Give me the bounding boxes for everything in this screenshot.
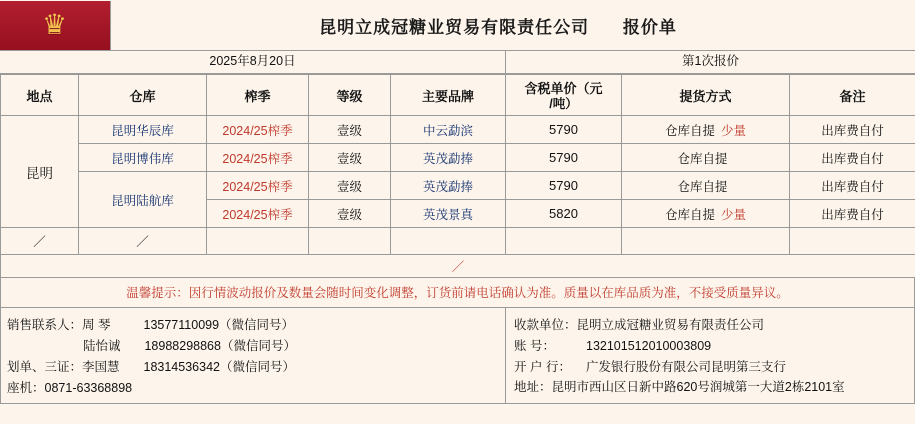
col-header-warehouse: 仓库	[79, 75, 207, 116]
sales-contact-block	[1, 308, 506, 403]
quote-date: 2025年8月20日	[0, 51, 506, 73]
sales-contact-phone: 18988298868（微信同号）	[144, 339, 296, 353]
cell-price: 5790	[506, 172, 622, 200]
payee-bank-line	[514, 357, 914, 378]
col-header-season: 榨季	[207, 75, 309, 116]
cell-grade: 壹级	[309, 172, 391, 200]
cell-pickup-note: 少量	[721, 207, 747, 222]
cell-pickup	[622, 200, 790, 228]
sales-contact-name: 周 琴	[82, 318, 111, 332]
cell-remark: 出库费自付	[790, 200, 915, 228]
col-header-location: 地点	[1, 75, 79, 116]
col-header-grade: 等级	[309, 75, 391, 116]
table-row-empty	[1, 228, 915, 255]
document-header	[0, 0, 915, 51]
col-header-price-unit: /吨）	[549, 97, 578, 111]
document-footer	[0, 308, 915, 404]
planning-contact-phone: 18314536342（微信同号）	[143, 360, 295, 374]
sales-contact-name: 陆怡诚	[83, 339, 121, 353]
col-header-brand: 主要品牌	[391, 75, 506, 116]
payee-address-label: 地址：	[514, 380, 552, 394]
payee-block	[506, 308, 914, 403]
cell-pickup-text: 仓库自提	[677, 179, 728, 194]
cell-brand: 英茂勐捧	[391, 172, 506, 200]
planning-label: 划单、三证：	[7, 360, 83, 374]
payee-account-label: 账 号：	[514, 339, 555, 353]
cell-pickup-text: 仓库自提	[664, 207, 715, 222]
col-header-pickup: 提货方式	[622, 75, 790, 116]
planning-contact-line	[7, 357, 505, 378]
document-type: 报价单	[622, 17, 677, 37]
cell-location-empty: ／	[1, 228, 79, 255]
payee-company-line	[514, 315, 914, 336]
cell-pickup-note: 少量	[721, 123, 747, 138]
table-row	[1, 172, 915, 200]
cell-season: 2024/25榨季	[207, 116, 309, 144]
cell-season: 2024/25榨季	[207, 200, 309, 228]
cell-remark: 出库费自付	[790, 172, 915, 200]
table-header-row	[1, 75, 915, 116]
cell-price: 5790	[506, 116, 622, 144]
col-header-price	[506, 75, 622, 116]
cell-season: 2024/25榨季	[207, 172, 309, 200]
cell-brand: 英茂勐捧	[391, 144, 506, 172]
page-title	[111, 13, 915, 38]
landline-line	[7, 378, 505, 399]
warm-notice: 温馨提示：因行情波动报价及数量会随时间变化调整，订货前请电话确认为准。质量以在库品质为准，不接受质量异议。	[0, 278, 915, 308]
payee-company-label: 收款单位：	[514, 318, 577, 332]
company-logo	[0, 1, 111, 50]
company-name: 昆明立成冠糖业贸易有限责任公司	[319, 17, 590, 37]
landline-number: 0871-63368898	[44, 381, 133, 395]
cell-grade-empty	[309, 228, 391, 255]
cell-remark: 出库费自付	[790, 116, 915, 144]
landline-label: 座机：	[7, 381, 45, 395]
cell-pickup	[622, 172, 790, 200]
payee-account-line	[514, 336, 914, 357]
cell-location: 昆明	[1, 116, 79, 228]
cell-grade: 壹级	[309, 116, 391, 144]
cell-price-empty	[506, 228, 622, 255]
col-header-price-main: 含税单价（元	[524, 81, 603, 96]
cell-pickup	[622, 144, 790, 172]
cell-warehouse: 昆明陆航库	[79, 172, 207, 228]
cell-warehouse: 昆明博伟库	[79, 144, 207, 172]
cell-price: 5790	[506, 144, 622, 172]
cell-warehouse: 昆明华辰库	[79, 116, 207, 144]
cell-season: 2024/25榨季	[207, 144, 309, 172]
cell-pickup-empty	[622, 228, 790, 255]
sales-contact-line-2	[7, 336, 505, 357]
cell-grade: 壹级	[309, 200, 391, 228]
cell-grade: 壹级	[309, 144, 391, 172]
cell-pickup	[622, 116, 790, 144]
table-row	[1, 144, 915, 172]
col-header-remark: 备注	[790, 75, 915, 116]
cell-warehouse-empty: ／	[79, 228, 207, 255]
cell-brand-empty	[391, 228, 506, 255]
cell-season-empty	[207, 228, 309, 255]
payee-bank-value: 广发银行股份有限公司昆明第三支行	[586, 360, 787, 374]
payee-address-line	[514, 378, 914, 397]
cell-spacer-marker: ／	[1, 255, 915, 278]
cell-price: 5820	[506, 200, 622, 228]
payee-company-value: 昆明立成冠糖业贸易有限责任公司	[576, 318, 765, 332]
crown-logo-icon: ♛	[41, 9, 69, 40]
quotation-table	[0, 74, 915, 278]
sales-label: 销售联系人：	[7, 318, 83, 332]
cell-remark-empty	[790, 228, 915, 255]
sales-contact-line-1	[7, 315, 505, 336]
quote-round: 第1次报价	[682, 54, 739, 68]
meta-row	[0, 51, 915, 74]
cell-brand: 中云勐滨	[391, 116, 506, 144]
cell-pickup-text: 仓库自提	[677, 151, 728, 166]
payee-account-value: 132101512010003809	[586, 339, 712, 353]
cell-pickup-text: 仓库自提	[664, 123, 715, 138]
table-row-spacer	[1, 255, 915, 278]
cell-remark: 出库费自付	[790, 144, 915, 172]
payee-bank-label: 开 户 行：	[514, 360, 571, 374]
cell-brand: 英茂景真	[391, 200, 506, 228]
planning-contact-name: 李国慧	[82, 360, 120, 374]
sales-contact-phone: 13577110099（微信同号）	[143, 318, 295, 332]
payee-address-value: 昆明市西山区日新中路620号润城第一大道2栋2101室	[551, 380, 845, 394]
table-row	[1, 116, 915, 144]
